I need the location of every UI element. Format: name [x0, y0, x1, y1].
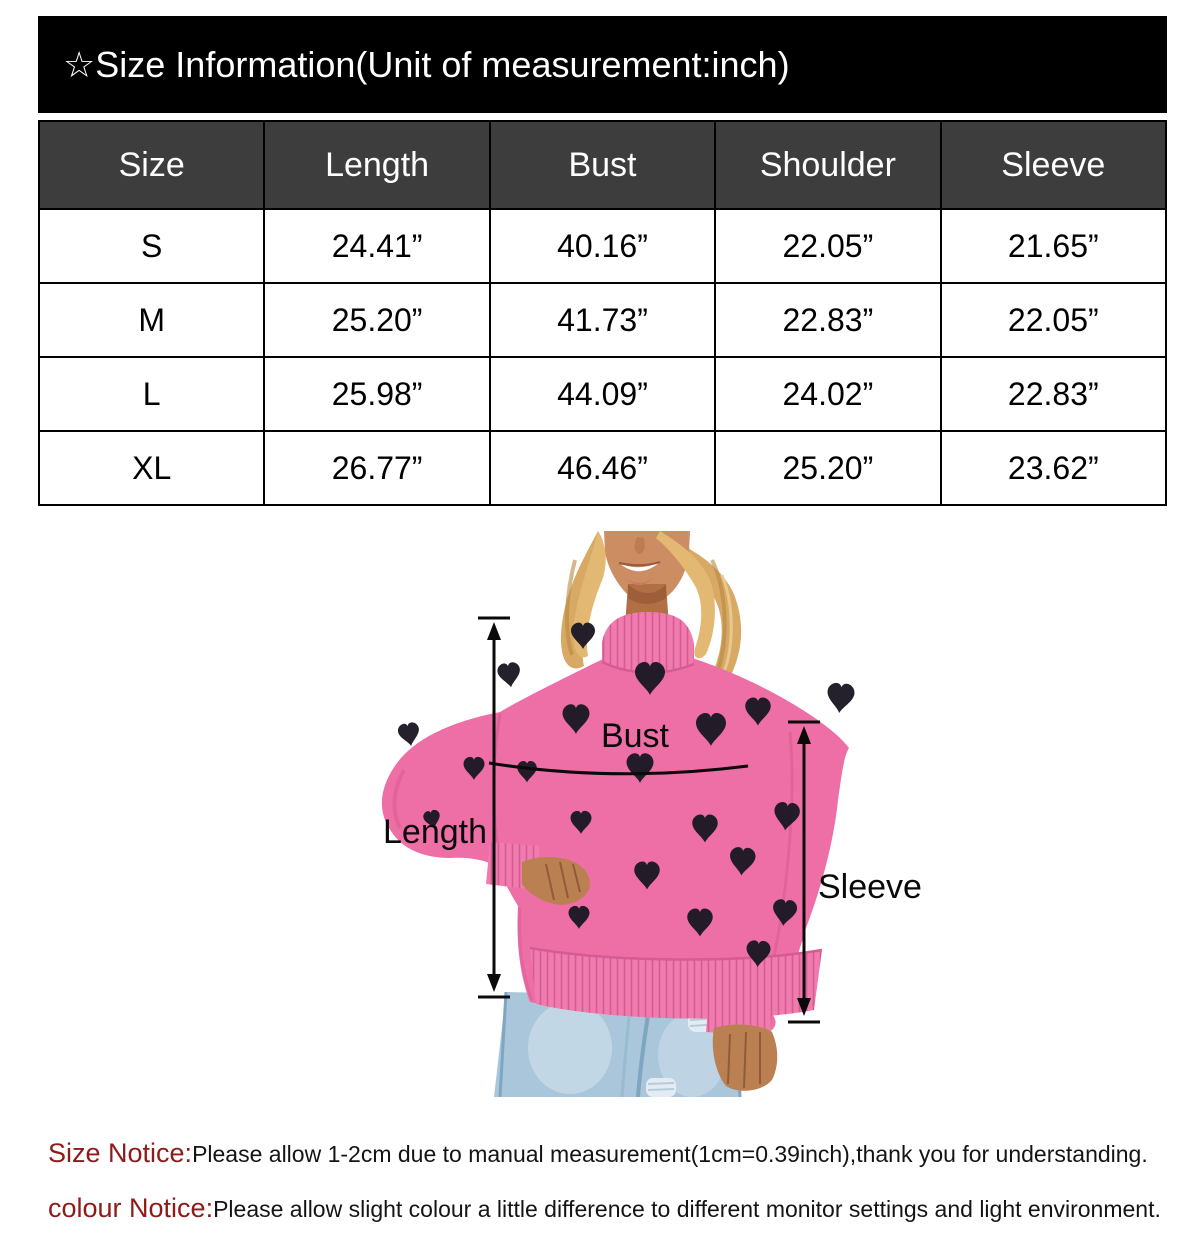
page-title: ☆Size Information(Unit of measurement:inch)	[63, 43, 790, 85]
size-notice	[48, 1138, 1148, 1169]
table-cell: 21.65”	[941, 209, 1166, 283]
table-cell: 24.41”	[264, 209, 489, 283]
column-header-sleeve: Sleeve	[941, 121, 1166, 209]
table-cell: 22.83”	[715, 283, 940, 357]
table-cell: 24.02”	[715, 357, 940, 431]
table-cell: 46.46”	[490, 431, 715, 505]
table-cell: 22.05”	[715, 209, 940, 283]
size-notice-label: Size Notice:	[48, 1138, 193, 1168]
product-photo	[300, 515, 930, 1115]
table-cell: XL	[39, 431, 264, 505]
table-cell: 25.20”	[715, 431, 940, 505]
column-header-shoulder: Shoulder	[715, 121, 940, 209]
bust-label: Bust	[600, 717, 670, 755]
colour-notice-text: Please allow slight colour a little difference to different monitor settings and light environment.	[213, 1196, 1161, 1222]
hand-right	[713, 1025, 778, 1091]
table-row	[39, 209, 1166, 283]
column-header-size: Size	[39, 121, 264, 209]
table-cell: 22.83”	[941, 357, 1166, 431]
column-header-bust: Bust	[490, 121, 715, 209]
colour-notice	[48, 1193, 1161, 1224]
table-cell: 44.09”	[490, 357, 715, 431]
table-cell: L	[39, 357, 264, 431]
title-bar	[38, 16, 1167, 113]
table-cell: 26.77”	[264, 431, 489, 505]
table-row	[39, 431, 1166, 505]
table-row	[39, 357, 1166, 431]
table-cell: S	[39, 209, 264, 283]
table-cell: 25.98”	[264, 357, 489, 431]
jeans-rip	[646, 1078, 676, 1097]
size-table	[38, 120, 1167, 506]
table-cell: 22.05”	[941, 283, 1166, 357]
table-cell: 23.62”	[941, 431, 1166, 505]
table-cell: 40.16”	[490, 209, 715, 283]
length-label: Length	[383, 813, 487, 851]
table-cell: M	[39, 283, 264, 357]
table-cell: 41.73”	[490, 283, 715, 357]
table-row	[39, 283, 1166, 357]
sleeve-label: Sleeve	[818, 868, 922, 906]
size-notice-text: Please allow 1-2cm due to manual measurement(1cm=0.39inch),thank you for understanding.	[192, 1141, 1148, 1167]
table-cell: 25.20”	[264, 283, 489, 357]
column-header-length: Length	[264, 121, 489, 209]
table-header-row	[39, 121, 1166, 209]
colour-notice-label: colour Notice:	[48, 1193, 214, 1223]
